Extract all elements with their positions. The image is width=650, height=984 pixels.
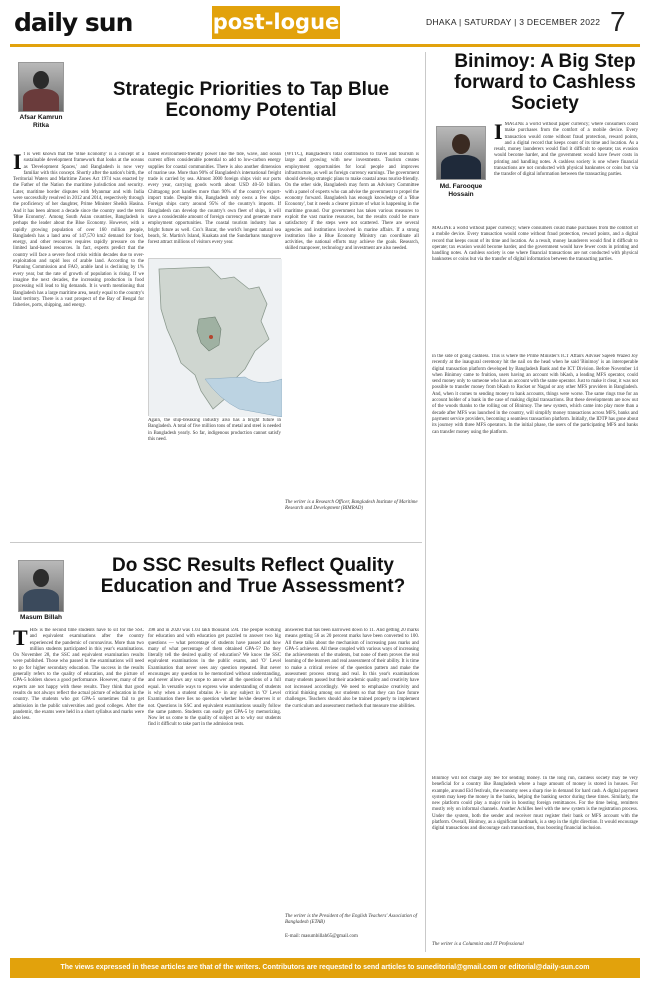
- article-headline: Do SSC Results Reflect Quality Education and True Assessment?: [100, 555, 406, 597]
- section-divider: [10, 542, 422, 543]
- author-photo-hossain: [436, 126, 486, 180]
- author-note: The writer is a Columnist and IT Professional: [432, 942, 524, 947]
- bangladesh-map: [148, 258, 281, 416]
- author-note: The writer is a Research Officer, Bangladesh Institute of Maritime Research and Development (BIMRAD): [285, 500, 418, 512]
- page-number: 7: [610, 6, 626, 37]
- column-divider: [425, 52, 426, 952]
- article-headline: Binimoy: A Big Step forward to Cashless Society: [454, 51, 636, 114]
- article-column: answered that has been narrowed down to 11. And getting 20 marks means getting 56 as 20 percent marks have been converted to 100. All these talks about the mechanism of increasing pass marks and GPA-5 achievers. All these coupled with various ways of increasing the achievements of the students, but none of them proves the real learning of the learners and real assessment of their ability. It is time to make a critical review of the question pattern and make the assessment process strong and real. In this year's examinations many students passed but their academic quality and creativity have not increased accordingly. We need to emphasize creativity and critical thinking among our students so that they can face future challenges. Teachers should also be trained properly to implement the curriculum and assessment methods that measure true abilities.: [285, 628, 419, 709]
- article-column: THIS is the second time students have to sit for the SSC and equivalent examinations after the country experienced the pandemic of coronavirus. More than two million students participated in this year's examinations. On November 28, the SSC and equivalent examination results were published. Those who passed in the examinations will need to go for higher secondary education. The success in the results generally refers to the quality of education, and the picture of GPA-5 holders shows a good performance. However, many of the experts are not happy with these results. They think that good results do not always reflect the actual picture of education in the country. The students who got GPA-5 sometimes fail to get admission in the public universities and good colleges. After the pandemic, the exams were held in a short syllabus and marks were also less.: [13, 628, 144, 722]
- drop-cap: T: [13, 628, 28, 650]
- footer-banner: The views expressed in these articles are that of the writers. Contributors are requested to send articles to suneditorial@gmail.com or editorial@daily-sun.com: [10, 958, 640, 978]
- author-photo-billah: [18, 560, 64, 612]
- article-column: Binimoy will not charge any fee for sending money. In the long run, cashless society may be very beneficial for a country like Bangladesh where a huge amount of money is stored in houses. For example, around Eid festivals, the economy sees a sharp rise in demand for hard cash. A digital payment system may keep the money in the banks, helping the banking sector during these times. Similarly, the new platform could play a major role in boosting foreign remittances. For the time being, remitters mostly rely on informal channels. Another Achilles heel with the new system is the registration process. Under the system, both the sender and receiver must register their bank or MFS account with the platform. Overall, Binimoy, as a significant landmark, is a step in the right direction. It would encourage digital transactions and discourage cash transactions, thus boosting financial inclusion.: [432, 776, 638, 832]
- section-banner: post-logue: [212, 6, 340, 39]
- header-rule: [10, 44, 640, 47]
- article-column: based environment-friendly power like the tide, wave, and ocean current offers considerable potential to add to low-carbon energy supplies for coastal communities. There is also another dimension of marine use. More than 90% of Bangladesh's international freight trade is carried by sea. Almost 3000 foreign ships visit our ports every year, carrying goods worth about USD 40-50 billion. Chittagong port handles more than 90% of the country's export-import trade. Despite this, Bangladesh only owns a few ships. Foreign ships carry around 95% of the country's imports. If Bangladesh can develop the country's own fleet of ships, it will save a considerable amount of foreign currency and generate more employment opportunities. The coastal tourism industry has a bright future as well. Cox's Bazar, the world's longest natural sea beach, St. Martin's Island, Kuakata and the Sundarbans mangrove forest attract millions of visitors every year.: [148, 152, 281, 246]
- issue-date: DHAKA | SATURDAY | 3 DECEMBER 2022: [426, 17, 601, 27]
- article-column: in the side of going cashless. This is where the Prime Minister's ICT Affairs Adviser Sajeeb Wazed Joy recently at the inaugural ceremony hit the nail on the head when he said 'Binimoy' is an interoperable digital transaction platform developed by Bangladesh Bank and the ICT Division. Before November 14 when Binimoy came to fruition, users having an account with bKash, a leading MFS operator, could send money only to someone who has an account with the same operator. Just to make it clear, it was not possible to transfer money from bKash to Rocket or Nagad or any other MFS providers in Bangladesh. And, when it comes to sending money to bank accounts, things were worse. The same rings true for an account holder of a bank in the case of making digital transactions. But these developments are now out of the woods thanks to the rolling out of Binimoy. The new system, which came into play more than a decade after MFS was launched in the country, will simplify money transactions across MFS, banks and payment service providers, becoming a seamless transaction platform. Initially, the IDTP has gone about its journey with three MFS operators. In the initial phase, the users of the participating MFS and banks can transfer money using the platform.: [432, 354, 638, 435]
- drop-cap: I: [494, 122, 503, 144]
- author-photo-ritka: [18, 62, 64, 112]
- article-column: IMAGINE a world without paper currency; where consumers could make purchases from the comfort of a mobile device. Every transaction would come without fraud protection, reward points, and a digital record that keeps count of its time and location. As a result, money launderers would find it difficult to operate; tax evasion would become harder, and the government would have fewer costs in printing and handling notes. A cashless society is one where financial transactions are not conducted with physical banknotes or coins but via the transfer of digital information between the transacting parties.: [494, 122, 638, 178]
- article-column: MAGINE a world without paper currency; where consumers could make purchases from the comfort of a mobile device. Every transaction would come without fraud protection, reward points, and a digital record that keeps count of its time and location. As a result, money launderers would find it difficult to operate; tax evasion would become harder, and the government would have fewer costs in printing and handling notes. A cashless society is one where financial transactions are not conducted with physical banknotes or coins but via the transfer of digital information between the transacting parties.: [432, 226, 638, 263]
- article-column: 398 and in 2020 was 1.03 lakh thousand 594. The people working for education and with education get puzzled to answer two big questions — what percentage of students have passed and how many of what percentage of them obtained GPA-5? Do they literally tell the desired quality of education? We know the SSC equivalent examinations in the public exams, and 'O' Level Examination that never sees any question repeated. But never encourages any question to be memorized without understanding, and never allows any scope to answer all the questions of a full equal. In versatile ways to express wise understanding of students is why when a student obtains A+ in any subject in 'O' Level Examination there lies no question whether he/she deserves it or not. Questions in SSC and equivalent examinations usually follow the same pattern. Students can easily get GPA-5 by memorizing. Now let us come to the quality of subject as to why our students find it difficult to take part in the admission tests.: [148, 628, 281, 728]
- article-headline: Strategic Priorities to Tap Blue Economy Potential: [112, 79, 390, 121]
- drop-cap: I: [13, 152, 22, 174]
- author-byline: Md. Farooque Hossain: [439, 183, 483, 198]
- author-email: E-mail: masumbillah65@gmail.com: [285, 934, 358, 939]
- author-byline: Masum Billah: [20, 614, 62, 621]
- author-note: The writer is the President of the English Teachers' Association of Bangladesh (ETAB): [285, 914, 417, 926]
- article-column: It is well known that the 'Blue Economy' is a concept of a sustainable development framework that looks at the oceans as 'Development Spaces,' and Bangladesh is now very familiar with this concept. Shortly after the nation's birth, the Territorial Waters and Maritime Zones Act 1974 was enacted by the Father of the Nation the maritime jurisdiction and security. Later, maritime border disputes with Myanmar and with India were successfully resolved in 2012 and 2014, respectively through the proficiency of her daughter, Prime Minister Sheikh Hasina. And it has been almost a decade since the country used the term 'Blue Economy'. Among South Asian countries, Bangladesh is perhaps the leader about the Blue Economy. However, with a rapidly growing population of over 160 million people, Bangladesh has a land area of 147,570 km2 demand for food, energy, and other resources requires rapidly pressure on the limited land-based resources. In fact, experts predict that the country will face a severe food crisis within decades due to over-exploitation and rapid loss of arable land. According to the Planning Commission and FAO, arable land is declining by 1% every year, but the rate of growth of population is rising. If we imagine the next decades, the increasing production in food processing will lead to big demands. It is worth mentioning that Bangladesh has a large maritime area, nearly equal to the country's land territory. There is a vast prospect of the Bay of Bengal for fisheries, ports, shipping, and energy.: [13, 152, 144, 309]
- article-column: (WTTC), Bangladesh's total contribution to travel and tourism is large and growing with new investments. Tourism creates employment opportunities for local people and improves infrastructure, as well as foreign currency earnings. The government should develop strategic plans to make coastal areas tourist-friendly. On the other side, Bangladesh may form an Advisory Committee with a panel of experts who can advise the government to propel the economy forward. Bangladesh has enough knowledge of a 'Blue Economy', but it needs a clearer picture of what is happening in the maritime ground. Our government has taken various measures to exploit the vast marine resources, but the results could be more satisfactory if the steps were not scattered. There are several agencies and institutions involved in marine affairs. If a strong institution like a Blue Economy Ministry can coordinate all activities, the national efforts may achieve the goals. Research, skilled manpower, technology and investment are also needed.: [285, 152, 419, 252]
- masthead-logo: daily sun: [14, 8, 133, 37]
- author-byline: Afsar Kamrun Ritka: [19, 114, 63, 129]
- map-caption: Again, the ship-breaking industry also has a bright future in Bangladesh. A total of five million tons of metal and steel is needed in Bangladesh yearly. So far, indigenous production cannot satisfy this need.: [148, 418, 281, 442]
